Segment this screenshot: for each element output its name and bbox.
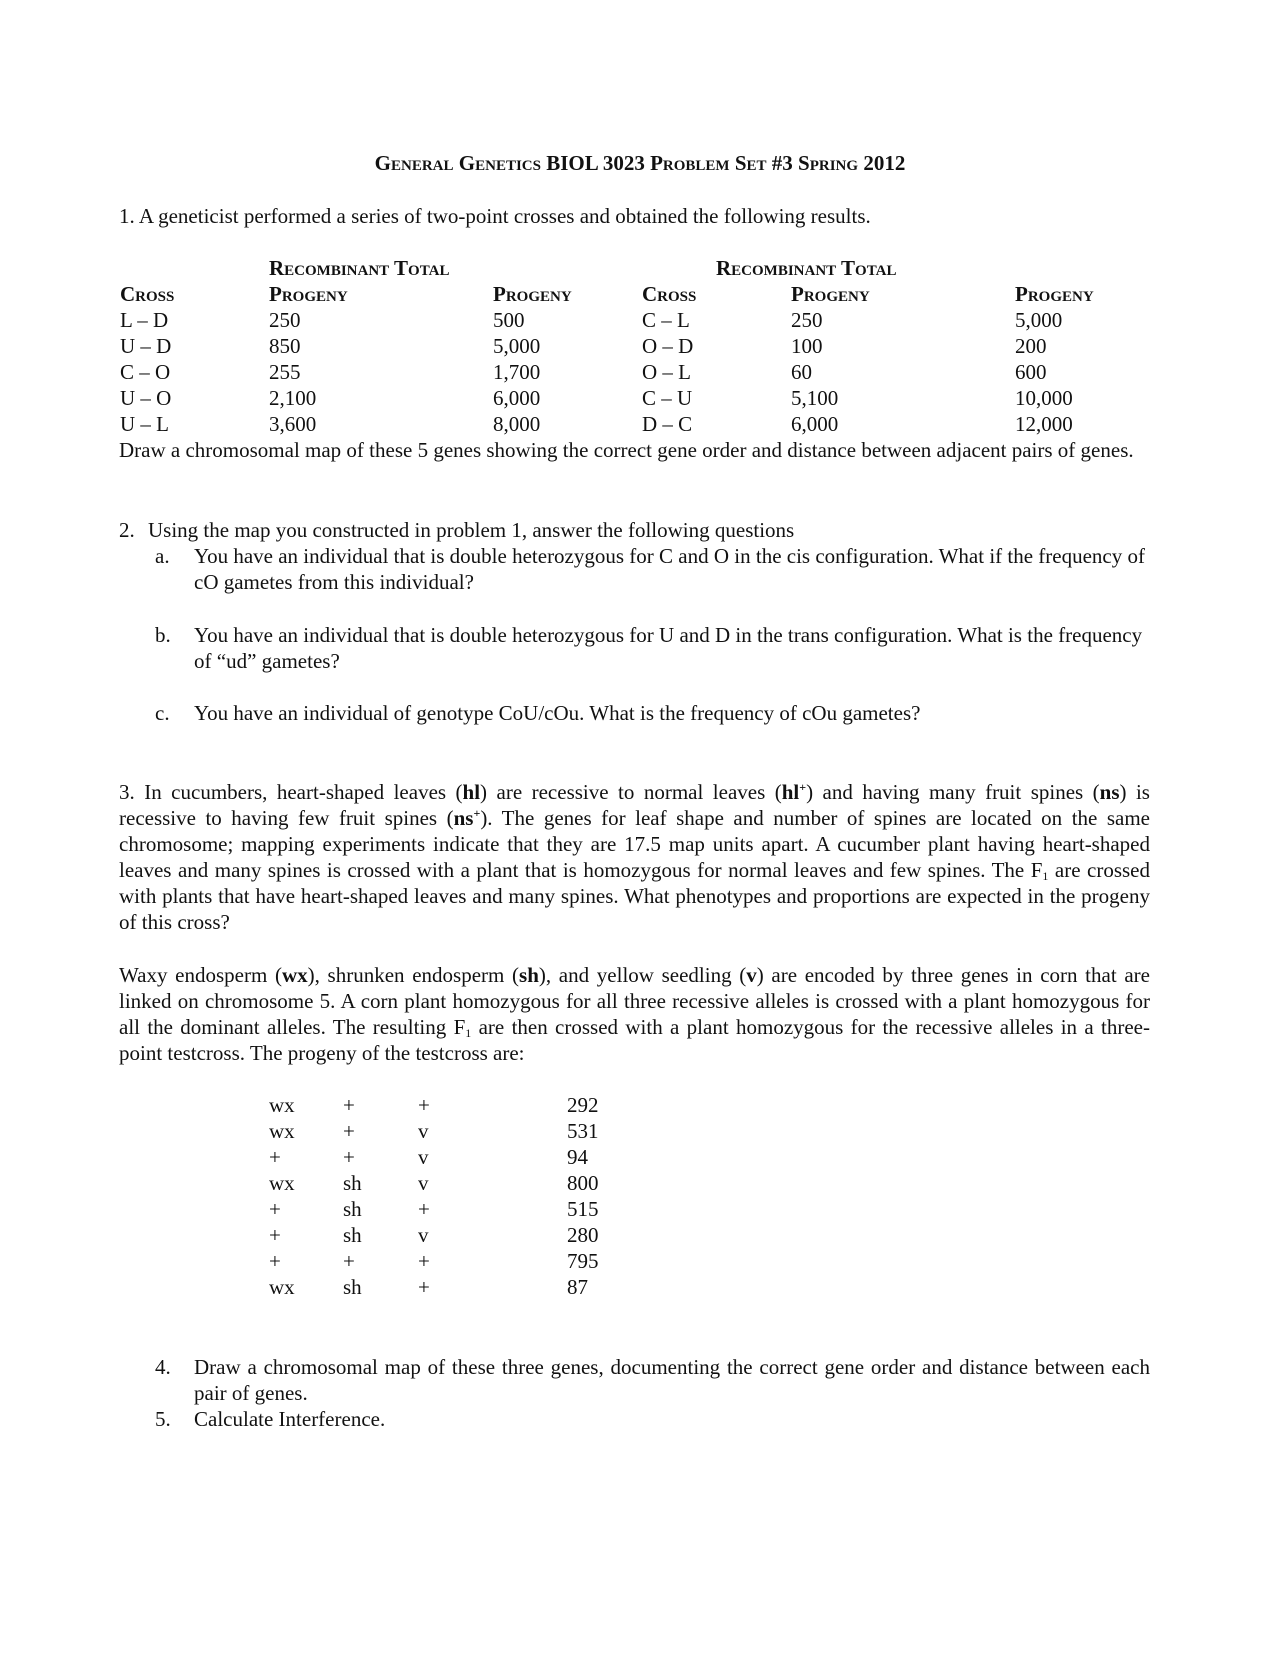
total-cell: 200: [1015, 334, 1047, 358]
genotype-wx-cell: wx: [269, 1093, 295, 1117]
cross-cell: U – O: [120, 386, 172, 410]
table-row: [0, 1222, 1280, 1248]
corn-testcross-description: [119, 962, 1150, 1066]
cross-cell: U – D: [120, 334, 172, 358]
question-2a: [155, 543, 1150, 595]
question-2b: [155, 622, 1150, 674]
genotype-wx-cell: +: [269, 1249, 281, 1273]
table-row: [0, 1248, 1280, 1274]
text-run: ) are recessive to normal leaves (: [480, 780, 782, 804]
total-cell: 6,000: [493, 386, 541, 410]
genotype-sh-cell: sh: [343, 1275, 362, 1299]
question-5: [155, 1406, 1150, 1432]
allele-hl: hl: [462, 780, 481, 804]
cross-cell: C – U: [642, 386, 693, 410]
text-run: ) and having many fruit spines (: [806, 780, 1100, 804]
title-term: Spring: [798, 151, 859, 175]
genotype-v-cell: +: [418, 1197, 430, 1221]
count-cell: 800: [567, 1171, 599, 1195]
text-run: ) is recessive to having few fruit spines (: [119, 780, 1150, 830]
question-4: [155, 1354, 1150, 1406]
cross-cell: D – C: [642, 412, 693, 436]
cross-cell: C – O: [120, 360, 171, 384]
genotype-v-cell: v: [418, 1145, 429, 1169]
allele-symbol: hl: [781, 780, 800, 804]
two-point-cross-table: [0, 255, 1280, 437]
genotype-sh-cell: sh: [343, 1197, 362, 1221]
genotype-wx-cell: +: [269, 1197, 281, 1221]
genotype-wx-cell: +: [269, 1223, 281, 1247]
allele-ns: ns: [1099, 780, 1120, 804]
count-cell: 280: [567, 1223, 599, 1247]
cross-cell: C – L: [642, 308, 690, 332]
question-number: 2.: [119, 518, 135, 542]
table-header-row: [0, 281, 1280, 307]
recombinant-cell: 100: [791, 334, 823, 358]
question-3: [119, 779, 1150, 935]
genotype-v-cell: +: [418, 1093, 430, 1117]
genotype-sh-cell: +: [343, 1145, 355, 1169]
cross-cell: L – D: [120, 308, 169, 332]
total-cell: 10,000: [1015, 386, 1073, 410]
total-cell: 5,000: [493, 334, 541, 358]
table-row: [0, 333, 1280, 359]
sub-question-text: You have an individual of genotype CoU/cOu. What is the frequency of cOu gametes?: [194, 701, 921, 725]
title-set-number: #3: [771, 151, 793, 175]
text-run: ), shrunken endosperm (: [307, 963, 520, 987]
superscript-plus: +: [799, 780, 807, 794]
genotype-v-cell: +: [418, 1249, 430, 1273]
subscript-1: 1: [465, 1026, 472, 1040]
header-total-progeny-right: Progeny: [1015, 282, 1094, 306]
title-course-code: BIOL 3023: [546, 151, 645, 175]
cross-cell: O – D: [642, 334, 694, 358]
testcross-progeny-table: [0, 1092, 1280, 1300]
question-1-instruction: Draw a chromosomal map of these 5 genes showing the correct gene order and distance between adjacent pairs of genes.: [119, 438, 1134, 462]
text-run: 3. In cucumbers, heart-shaped leaves (: [119, 780, 463, 804]
header-recombinant-progeny-left: Progeny: [269, 282, 348, 306]
header-recombinant-total-right: Recombinant Total: [716, 256, 897, 280]
header-cross-left: Cross: [120, 282, 175, 306]
title-year: 2012: [863, 151, 906, 175]
genotype-wx-cell: wx: [269, 1171, 295, 1195]
table-row: [0, 1274, 1280, 1300]
superscript-plus: +: [473, 806, 481, 820]
text-run: Waxy endosperm (: [119, 963, 282, 987]
recombinant-cell: 250: [269, 308, 301, 332]
genotype-v-cell: v: [418, 1171, 429, 1195]
cross-cell: O – L: [642, 360, 691, 384]
genotype-sh-cell: +: [343, 1119, 355, 1143]
sub-question-label: c.: [155, 701, 170, 725]
page-title: [0, 150, 1280, 176]
allele-symbol: ns: [453, 806, 474, 830]
table-row: [0, 1170, 1280, 1196]
genotype-v-cell: +: [418, 1275, 430, 1299]
header-recombinant-progeny-right: Progeny: [791, 282, 870, 306]
recombinant-cell: 5,100: [791, 386, 839, 410]
recombinant-cell: 2,100: [269, 386, 317, 410]
text-run: ), and yellow seedling (: [538, 963, 747, 987]
count-cell: 292: [567, 1093, 599, 1117]
question-1-intro: 1. A geneticist performed a series of two-point crosses and obtained the following results.: [119, 204, 871, 228]
genotype-sh-cell: sh: [343, 1171, 362, 1195]
count-cell: 795: [567, 1249, 599, 1273]
recombinant-cell: 850: [269, 334, 301, 358]
text-run: ) are encoded by three genes in corn that are linked on chromosome 5. A corn plant homozygous for all three recessive alleles is crossed with a plant homozygous for all the dominant alleles. The resulting F: [119, 963, 1150, 1039]
question-2-intro: [119, 517, 1150, 543]
count-cell: 87: [567, 1275, 588, 1299]
recombinant-cell: 6,000: [791, 412, 839, 436]
title-problem-set: Problem Set: [650, 151, 767, 175]
total-cell: 1,700: [493, 360, 541, 384]
sub-question-text: You have an individual that is double heterozygous for C and O in the cis configuration. What if the frequency of cO gametes from this individual?: [194, 544, 1145, 594]
question-2c: [155, 700, 1150, 726]
count-cell: 531: [567, 1119, 599, 1143]
question-text: Using the map you constructed in problem 1, answer the following questions: [148, 518, 795, 542]
subscript-1: 1: [1042, 869, 1049, 883]
sub-question-label: a.: [155, 544, 170, 568]
total-cell: 8,000: [493, 412, 541, 436]
allele-sh: sh: [519, 963, 539, 987]
allele-hl-plus: [782, 780, 806, 804]
genotype-sh-cell: +: [343, 1093, 355, 1117]
text-run: are then crossed with a plant homozygous for the recessive alleles in a three-point testcross. The progeny of the testcross are:: [119, 1015, 1150, 1065]
question-number: 4.: [155, 1355, 171, 1379]
question-text: Draw a chromosomal map of these three genes, documenting the correct gene order and distance between each pair of genes.: [194, 1355, 1150, 1405]
count-cell: 94: [567, 1145, 588, 1169]
recombinant-cell: 3,600: [269, 412, 317, 436]
recombinant-cell: 250: [791, 308, 823, 332]
table-row: [0, 1196, 1280, 1222]
cross-cell: U – L: [120, 412, 169, 436]
sub-question-text: You have an individual that is double heterozygous for U and D in the trans configuration. What is the frequency of “ud” gametes?: [194, 623, 1143, 673]
recombinant-cell: 60: [791, 360, 812, 384]
total-cell: 500: [493, 308, 525, 332]
table-row: [0, 1118, 1280, 1144]
table-row: [0, 385, 1280, 411]
genotype-wx-cell: wx: [269, 1275, 295, 1299]
table-row: [0, 1144, 1280, 1170]
table-row: [0, 359, 1280, 385]
allele-ns-plus: [454, 806, 481, 830]
total-cell: 12,000: [1015, 412, 1073, 436]
sub-question-label: b.: [155, 623, 171, 647]
header-total-progeny-left: Progeny: [493, 282, 572, 306]
genotype-v-cell: v: [418, 1119, 429, 1143]
total-cell: 600: [1015, 360, 1047, 384]
title-course-name: General Genetics: [374, 151, 541, 175]
genotype-v-cell: v: [418, 1223, 429, 1247]
text-run: ). The genes for leaf shape and number of spines are located on the same chromosome; mapping experiments indicate that they are 17.5 map units apart. A cucumber plant having heart-shaped leaves and many spines is crossed with a plant that is homozygous for normal leaves and few spines. The F: [119, 806, 1150, 882]
allele-v: v: [746, 963, 757, 987]
header-cross-right: Cross: [642, 282, 697, 306]
table-header-top-row: [0, 255, 1280, 281]
question-number: 5.: [155, 1407, 171, 1431]
table-row: [0, 307, 1280, 333]
genotype-sh-cell: sh: [343, 1223, 362, 1247]
header-recombinant-total-left: Recombinant Total: [269, 256, 450, 280]
recombinant-cell: 255: [269, 360, 301, 384]
genotype-sh-cell: +: [343, 1249, 355, 1273]
allele-wx: wx: [281, 963, 308, 987]
question-text: Calculate Interference.: [194, 1407, 386, 1431]
table-row: [0, 1092, 1280, 1118]
total-cell: 5,000: [1015, 308, 1063, 332]
text-run: are crossed with plants that have heart-shaped leaves and many spines. What phenotypes and proportions are expected in the progeny of this cross?: [119, 858, 1150, 934]
genotype-wx-cell: wx: [269, 1119, 295, 1143]
table-row: [0, 411, 1280, 437]
genotype-wx-cell: +: [269, 1145, 281, 1169]
count-cell: 515: [567, 1197, 599, 1221]
